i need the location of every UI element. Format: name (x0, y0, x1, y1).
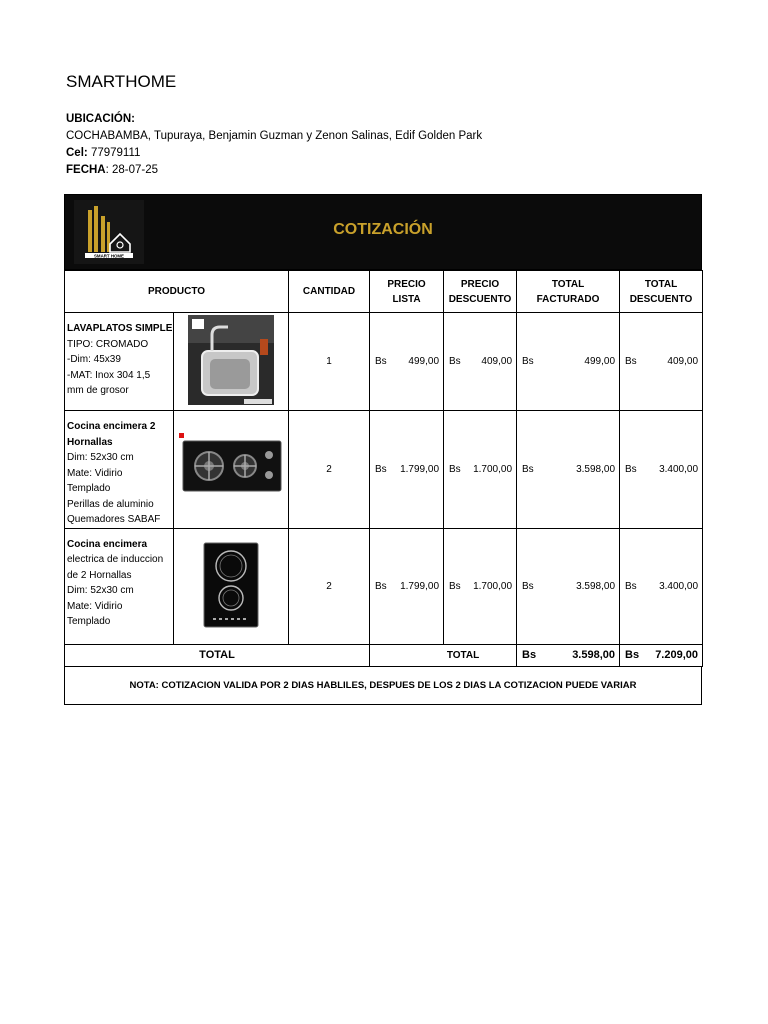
grand-total-facturado: Bs 3.598,00 (517, 644, 620, 666)
phone-value: 77979111 (90, 147, 141, 159)
total-descuento: Bs 409,00 (620, 313, 703, 411)
product-description: Cocina encimera electrica de induccion de 2 Hornallas Dim: 52x30 cm Mate: Vidirio Templado (65, 528, 174, 644)
quote-title: COTIZACIÓN (333, 221, 433, 238)
col-precio-descuento: PRECIO DESCUENTO (444, 271, 517, 313)
col-producto: PRODUCTO (65, 271, 289, 313)
quote-banner (64, 194, 702, 270)
date-value: : 28-07-25 (105, 164, 159, 176)
total-descuento: Bs 3.400,00 (620, 528, 703, 644)
total-facturado: Bs 499,00 (517, 313, 620, 411)
totals-row (65, 644, 703, 666)
total-label-left: TOTAL (65, 644, 370, 666)
table-row (65, 528, 703, 644)
total-label-mid: TOTAL (370, 644, 517, 666)
address: COCHABAMBA, Tupuraya, Benjamin Guzman y Zenon Salinas, Edif Golden Park (66, 130, 483, 142)
precio-lista: Bs 499,00 (370, 313, 444, 411)
quote-sheet (64, 194, 702, 705)
precio-lista: Bs 1.799,00 (370, 528, 444, 644)
product-description: Cocina encimera 2 Hornallas Dim: 52x30 cm Mate: Vidirio Templado Perillas de aluminio Quemadores SABAF (65, 411, 174, 529)
product-name: Cocina encimera (67, 538, 148, 550)
product-image-gas-cooktop (174, 411, 289, 529)
precio-lista: Bs 1.799,00 (370, 411, 444, 529)
quantity: 1 (289, 313, 370, 411)
grand-total-descuento: Bs 7.209,00 (620, 644, 703, 666)
product-image-sink (174, 313, 289, 411)
phone-line (66, 145, 482, 162)
quantity: 2 (289, 411, 370, 529)
date-line (66, 162, 482, 179)
col-total-facturado: TOTAL FACTURADO (517, 271, 620, 313)
product-image-induction-cooktop (174, 528, 289, 644)
precio-descuento: Bs 409,00 (444, 313, 517, 411)
product-name: LAVAPLATOS SIMPLE (67, 323, 173, 334)
col-precio-lista: PRECIO LISTA (370, 271, 444, 313)
total-facturado: Bs 3.598,00 (517, 411, 620, 529)
validity-note: NOTA: COTIZACION VALIDA POR 2 DIAS HABLILES, DESPUES DE LOS 2 DIAS LA COTIZACION PUEDE VARIAR (64, 667, 702, 705)
total-facturado: Bs 3.598,00 (517, 528, 620, 644)
col-total-descuento: TOTAL DESCUENTO (620, 271, 703, 313)
total-descuento: Bs 3.400,00 (620, 411, 703, 529)
product-name: Cocina encimera 2 Hornallas (67, 421, 156, 448)
table-header-row (65, 271, 703, 313)
precio-descuento: Bs 1.700,00 (444, 411, 517, 529)
svg-text:SMART HOME: SMART HOME (93, 253, 125, 259)
col-cantidad: CANTIDAD (289, 271, 370, 313)
precio-descuento: Bs 1.700,00 (444, 528, 517, 644)
quote-table (64, 270, 703, 667)
date-label: FECHA (66, 164, 106, 176)
header-info (66, 111, 482, 179)
phone-label: Cel: (66, 147, 88, 159)
location-label: UBICACIÓN: (66, 113, 135, 125)
quantity: 2 (289, 528, 370, 644)
company-name: SMARTHOME (66, 72, 177, 91)
table-row (65, 313, 703, 411)
product-description: LAVAPLATOS SIMPLE TIPO: CROMADO -Dim: 45x39 -MAT: Inox 304 1,5 mm de grosor (65, 313, 174, 411)
table-row (65, 411, 703, 529)
